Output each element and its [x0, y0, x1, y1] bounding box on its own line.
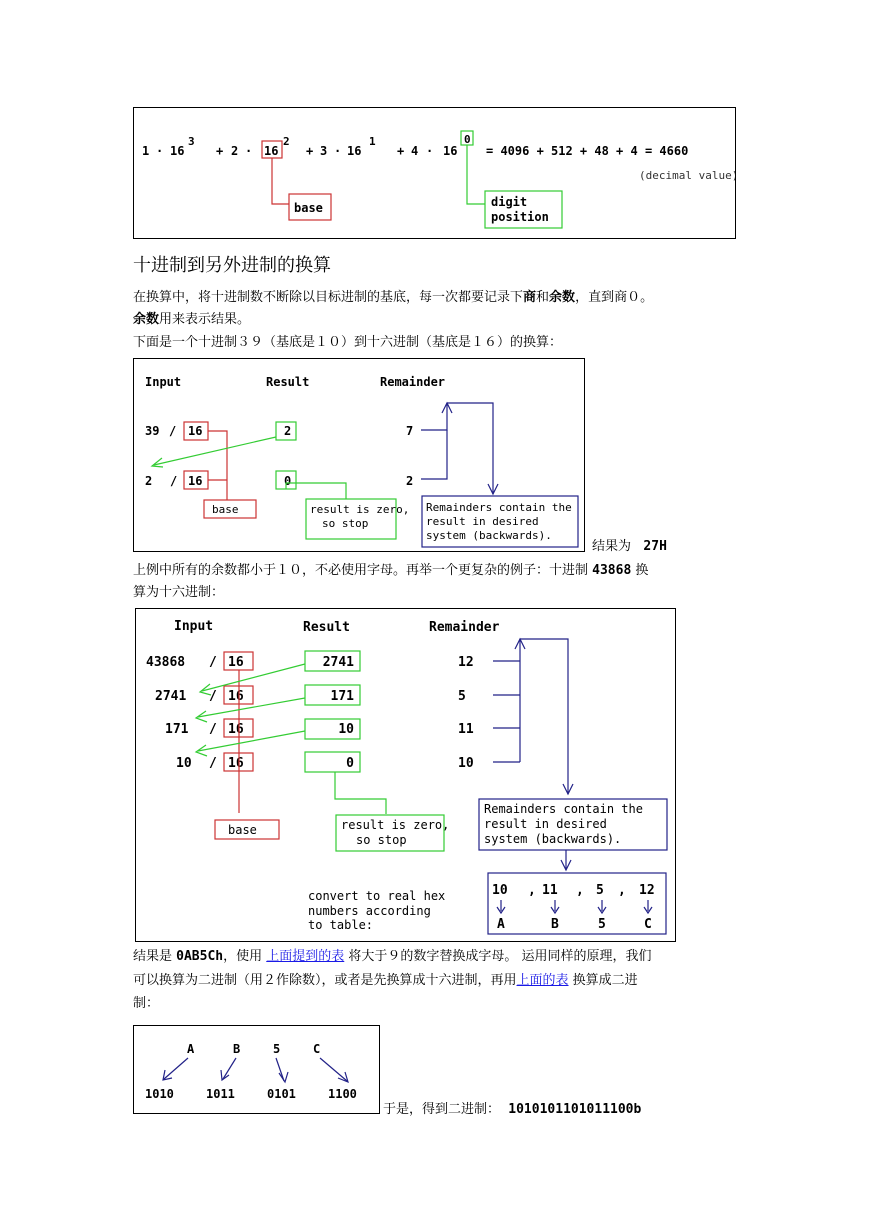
- paragraph-example: 下面是一个十进制３９（基底是１０）到十六进制（基底是１６）的换算：: [133, 335, 563, 350]
- paragraph-conclusion: [133, 946, 748, 968]
- term-exponent: 2: [283, 135, 290, 148]
- row-divisor: 16: [188, 424, 203, 438]
- zero-note-line1: result is zero,: [310, 503, 410, 516]
- header-result: Result: [266, 375, 310, 389]
- binary-group: 1010: [145, 1087, 174, 1101]
- remainder-note-line3: system (backwards).: [484, 832, 622, 846]
- decimal-value-note: (decimal value): [639, 169, 735, 182]
- hex-digit: B: [233, 1042, 241, 1056]
- figure-hex-expansion-svg: [134, 108, 735, 238]
- base-label: base: [228, 823, 257, 837]
- decimal-digit: 10: [492, 883, 508, 898]
- figure-39-to-hex: [133, 358, 585, 552]
- row-remainder: 10: [458, 756, 474, 771]
- base-connector: [272, 158, 289, 204]
- paragraph-intro: [133, 287, 743, 309]
- para1-text-g: 用来表示结果。: [159, 312, 251, 327]
- term-digit: 4: [411, 144, 419, 158]
- term-base: 16: [170, 144, 185, 158]
- expansion-result: = 4096 + 512 + 48 + 4 = 4660: [486, 144, 689, 158]
- row-result: 0: [346, 756, 354, 771]
- term-dot: ·: [245, 144, 253, 158]
- para4-hex-result: 0AB5Ch: [176, 949, 224, 964]
- row-divisor: 16: [228, 756, 244, 771]
- zero-note-line2: so stop: [322, 517, 369, 530]
- header-input: Input: [174, 619, 214, 634]
- paragraph-conclusion-line3: 制：: [133, 996, 160, 1011]
- term-base: 16: [443, 144, 458, 158]
- result-value: 27H: [643, 539, 667, 554]
- hex-digit: B: [551, 917, 559, 932]
- figure-43868-to-hex: [135, 608, 676, 942]
- row-result: 0: [284, 474, 292, 488]
- binary-result-value: 1010101101011100b: [508, 1102, 642, 1117]
- row-number: 39: [145, 424, 160, 438]
- zero-note-line1: result is zero,: [341, 818, 450, 832]
- term-plus: +: [397, 144, 405, 158]
- term-base: 16: [347, 144, 362, 158]
- term-exponent: 3: [188, 135, 195, 148]
- convert-note-line1: convert to real hex: [308, 889, 446, 903]
- row-remainder: 12: [458, 655, 474, 670]
- row-remainder: 11: [458, 722, 474, 737]
- term-digit: 1: [142, 144, 150, 158]
- hex-digit: C: [313, 1042, 321, 1056]
- link-table-above[interactable]: 上面提到的表: [266, 949, 345, 964]
- figure-39-svg: [134, 359, 584, 551]
- row-slash: /: [209, 689, 217, 704]
- para4-text-d: 将大于９的数字替换成字母。 运用同样的原理，我们: [344, 949, 652, 964]
- hex-digit: 5: [598, 917, 606, 932]
- header-result: Result: [303, 620, 350, 635]
- para4-text-a: 结果是: [133, 949, 177, 964]
- term-base: 16: [264, 144, 279, 158]
- figure-43868-svg: [136, 609, 675, 941]
- term-dot: ·: [426, 144, 434, 158]
- row-remainder: 5: [458, 689, 466, 704]
- row-divisor: 16: [228, 655, 244, 670]
- row-slash: /: [209, 756, 217, 771]
- digit-label-line2: position: [491, 210, 549, 224]
- row-number: 43868: [146, 655, 186, 670]
- decimal-digit: ,: [528, 883, 536, 898]
- row-result: 2741: [322, 655, 354, 670]
- row-slash: /: [170, 474, 178, 488]
- paragraph-intro-line2: [133, 309, 250, 331]
- term-plus: +: [216, 144, 224, 158]
- header-input: Input: [145, 375, 182, 389]
- row-remainder: 2: [406, 474, 414, 488]
- link-table-above-2[interactable]: 上面的表: [516, 973, 569, 988]
- result-binary: [383, 1099, 641, 1121]
- term-plus: +: [306, 144, 314, 158]
- term-exponent: 0: [464, 133, 471, 146]
- para1-remainder-2: 余数: [133, 312, 160, 327]
- row-number: 171: [165, 722, 189, 737]
- paragraph-complex-line2: 算为十六进制：: [133, 585, 225, 600]
- digit-position-connector: [467, 145, 485, 204]
- para1-text-e: ，直到商０。: [575, 290, 654, 305]
- para1-quotient: 商: [523, 290, 537, 305]
- para3-number: 43868: [592, 563, 632, 578]
- para4-text-e: 可以换算为二进制（用２作除数），或者是先换算成十六进制，再用: [133, 973, 517, 988]
- result-label: 结果为: [592, 539, 632, 554]
- figure-hex-to-binary: [133, 1025, 380, 1114]
- convert-note-line3: to table:: [308, 918, 374, 932]
- para3-text-a: 上例中所有的余数都小于１０，不必使用字母。再举一个更复杂的例子：十进制: [133, 563, 593, 578]
- header-remainder: Remainder: [429, 620, 500, 635]
- term-dot: ·: [156, 144, 164, 158]
- remainder-note-line3: system (backwards).: [426, 529, 552, 542]
- section-title: 十进制到另外进制的换算: [133, 255, 331, 276]
- row-result: 10: [338, 722, 354, 737]
- decimal-digit: ,: [618, 883, 626, 898]
- decimal-digit: ,: [576, 883, 584, 898]
- term-digit: 2: [231, 144, 239, 158]
- row-number: 10: [176, 756, 192, 771]
- row-slash: /: [209, 655, 217, 670]
- convert-note-line2: numbers according: [308, 904, 431, 918]
- remainder-note-line1: Remainders contain the: [484, 802, 643, 816]
- base-label: base: [212, 503, 239, 516]
- term-dot: ·: [334, 144, 342, 158]
- decimal-digit: 12: [639, 883, 655, 898]
- binary-result-label: 于是，得到二进制：: [383, 1102, 501, 1117]
- paragraph-complex: [133, 560, 743, 582]
- hex-digit: A: [497, 917, 505, 932]
- result-39: [592, 536, 667, 558]
- term-exponent: 1: [369, 135, 376, 148]
- para1-text-c: 和: [536, 290, 550, 305]
- remainder-note-line1: Remainders contain the: [426, 501, 572, 514]
- row-divisor: 16: [228, 722, 244, 737]
- row-number: 2741: [155, 689, 187, 704]
- para1-text-a: 在换算中，将十进制数不断除以目标进制的基底，每一次都要记录下: [133, 290, 524, 305]
- para1-remainder: 余数: [549, 290, 576, 305]
- figure-binary-svg: [134, 1026, 379, 1113]
- decimal-digit: 5: [596, 883, 604, 898]
- figure-hex-expansion: [133, 107, 736, 239]
- binary-group: 0101: [267, 1087, 296, 1101]
- remainder-note-line2: result in desired: [426, 515, 539, 528]
- para4-text-f: 换算成二进: [568, 973, 638, 988]
- binary-group: 1011: [206, 1087, 235, 1101]
- row-slash: /: [209, 722, 217, 737]
- row-remainder: 7: [406, 424, 414, 438]
- decimal-digit: 11: [542, 883, 558, 898]
- row-number: 2: [145, 474, 153, 488]
- para4-text-c: ，使用: [223, 949, 267, 964]
- hex-digit: C: [644, 917, 652, 932]
- header-remainder: Remainder: [380, 375, 446, 389]
- row-result: 2: [284, 424, 292, 438]
- term-digit: 3: [320, 144, 328, 158]
- base-label: base: [294, 201, 323, 215]
- paragraph-conclusion-line2: [133, 970, 748, 992]
- remainder-note-line2: result in desired: [484, 817, 607, 831]
- para3-text-c: 换: [631, 563, 649, 578]
- row-slash: /: [169, 424, 177, 438]
- row-result: 171: [330, 689, 354, 704]
- zero-note-line2: so stop: [356, 833, 407, 847]
- hex-digit: A: [187, 1042, 195, 1056]
- row-divisor: 16: [188, 474, 203, 488]
- digit-label-line1: digit: [491, 195, 528, 209]
- binary-group: 1100: [328, 1087, 357, 1101]
- row-divisor: 16: [228, 689, 244, 704]
- hex-digit: 5: [273, 1042, 281, 1056]
